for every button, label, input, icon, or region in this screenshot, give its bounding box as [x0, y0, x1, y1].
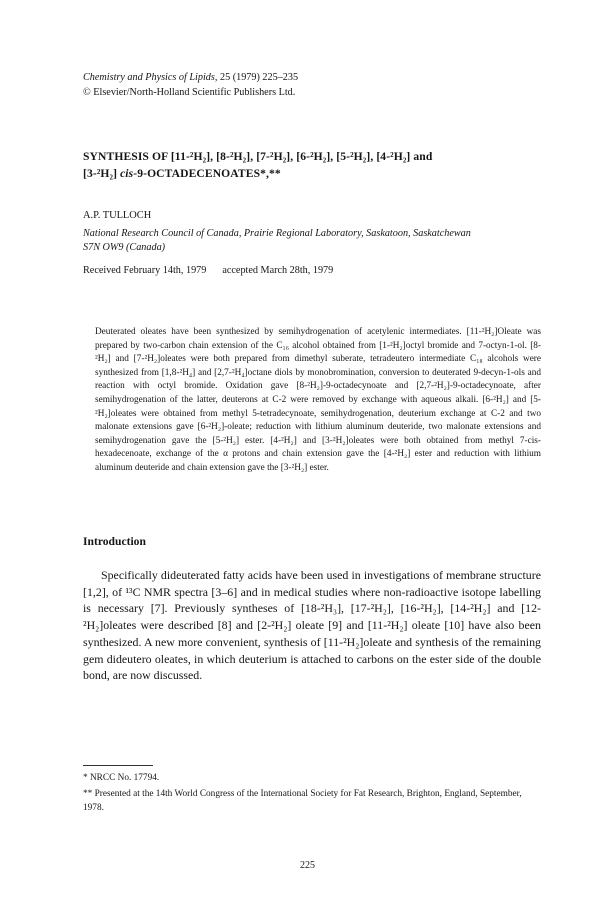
body-text [83, 567, 541, 684]
abstract [83, 326, 541, 476]
received-date: Received February 14th, 1979 [83, 265, 207, 276]
title-line-2-prefix: [3-²H₂] [83, 167, 121, 180]
section-heading: Introduction [83, 535, 146, 548]
title-line-2-suffix: -9-OCTADECENOATES*,** [133, 167, 281, 180]
footnote-1: * NRCC No. 17794. [83, 773, 160, 783]
affiliation-line-2: S7N OW9 (Canada) [83, 242, 166, 253]
accepted-date: accepted March 28th, 1979 [222, 265, 334, 276]
title-line-2 [83, 165, 541, 182]
affiliation [83, 227, 541, 255]
page-number: 225 [300, 860, 315, 871]
author: A.P. TULLOCH [83, 210, 152, 221]
volume-pages: 25 (1979) 225–235 [219, 72, 299, 83]
journal-name: Chemistry and Physics of Lipids, [83, 72, 218, 83]
title-cis: cis [120, 167, 134, 180]
title-line-1: SYNTHESIS OF [11-²H₂], [8-²H₂], [7-²H₂], [6-²H₂], [5-²H₂], [4-²H₂] and [83, 150, 433, 163]
affiliation-line-1: National Research Council of Canada, Prairie Regional Laboratory, Saskatoon, Saskatchewan [83, 228, 471, 239]
intro-paragraph: Specifically dideuterated fatty acids have been used in investigations of membrane structure [1,2], of ¹³C NMR spectra [3–6] and in medical studies where non-radioactive isotope labelling is necessary [7]. Previously syntheses of [18-²H₃], [17-²H₂], [16-²H₂], [14-²H₂] and [12-²H₂]oleates were described [8] and [2-²H₂] oleate [9] and [11-²H₂] oleate [10] have also been synthesized. A new more convenient, synthesis of [11-²H₂]oleate and synthesis of the remaining gem dideutero oleates, in which deuterium is attached to carbons on the ester side of the double bond, are now discussed. [83, 568, 541, 683]
footnote-rule [83, 765, 153, 766]
abstract-text: Deuterated oleates have been synthesized by semihydrogenation of acetylenic intermediates. [11-²H₂]Oleate was prepared by two-carbon chain extension of the C₁₆ alcohol obtained from [1-²H₂]octyl bromide and 7-octyn-1-ol. [8-²H₂] and [7-²H₂]oleates were both prepared from dimethyl suberate, tetradeutero intermediate C₁₈ alcohols were synthesized from [1,8-²H₄] and [2,7-²H₄]octane diols by monobromination, conversion to deuterated 9-decyn-1-ols and reaction with octyl bromide. Oxidation gave [8-²H₂]-9-octadecynoate and [2,7-²H₂]-9-octadecynoate, after semihydrogenation of the latter, deuterons at C-2 were removed by exchange with aqueous alkali. [6-²H₂] and [5-²H₂]oleates were obtained from methyl 5-tetradecynoate, semihydrogenation, deuterium exchange at C-2 and two malonate extensions gave [6-²H₂]-oleate; reduction with lithium aluminum deuteride, two malonate extensions and semihydrogenation gave the [5-²H₂] ester. [4-²H₂] and [3-²H₂]oleates were both obtained from methyl 7-cis-hexadecenoate, exchange of the α protons and chain extension gave the [4-²H₂] ester and reduction with lithium aluminum deuteride and chain extension gave the [3-²H₂] ester. [95, 327, 541, 473]
article-title [83, 148, 541, 182]
publisher-line: © Elsevier/North-Holland Scientific Publishers Ltd. [83, 87, 296, 98]
dates [83, 265, 541, 276]
footnote-2: ** Presented at the 14th World Congress of the International Society for Fat Research, Brighton, England, September, 1978. [83, 789, 522, 813]
footnotes [83, 771, 541, 817]
journal-header [83, 70, 541, 100]
journal-citation [83, 70, 541, 85]
